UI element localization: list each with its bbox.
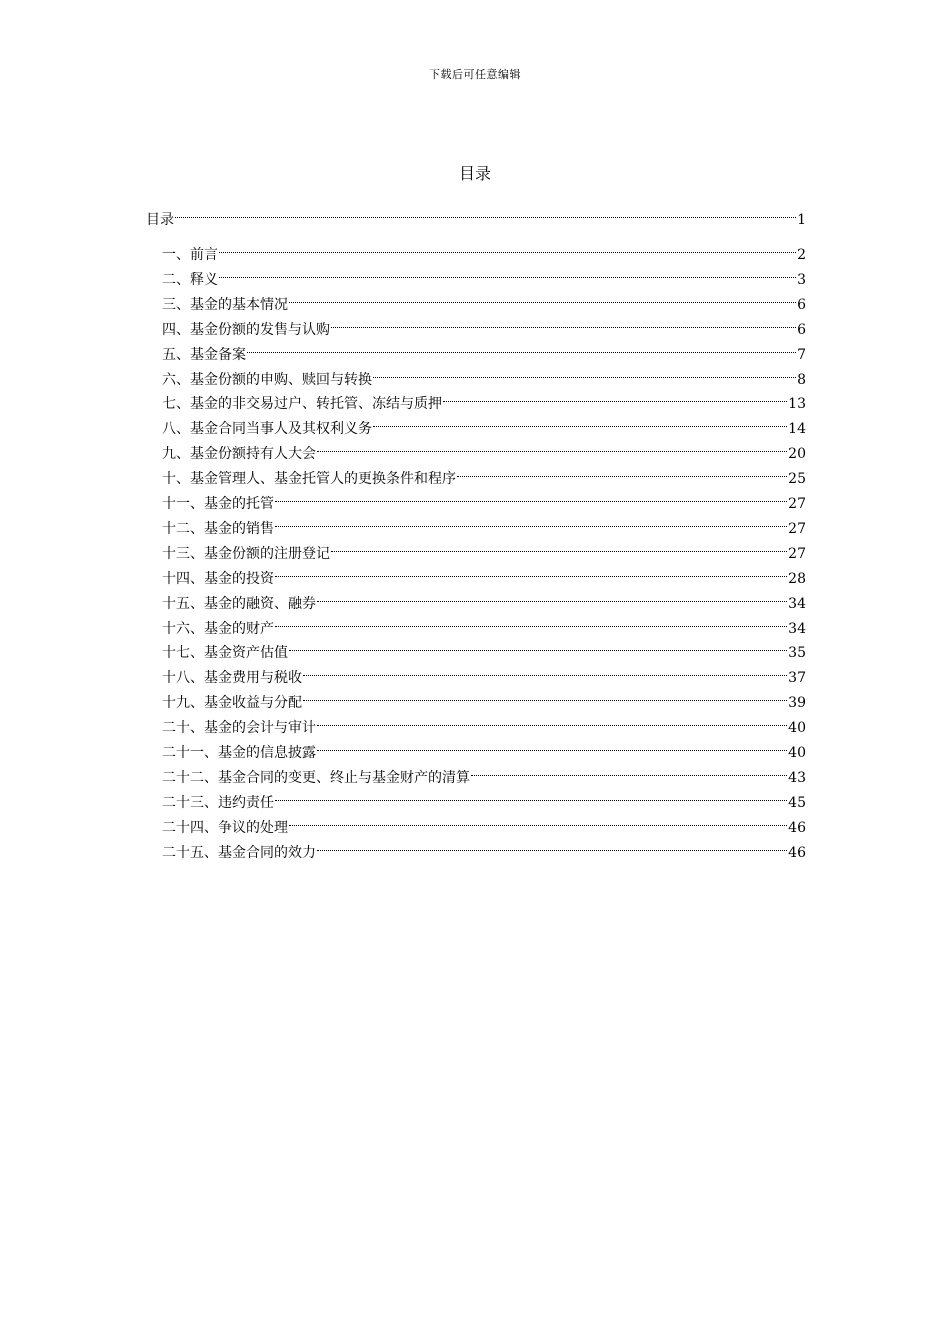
toc-dot-leader — [443, 386, 787, 408]
toc-entry-page: 45 — [788, 794, 806, 811]
toc-entry-page: 3 — [797, 271, 806, 288]
toc-entry[interactable] — [162, 486, 806, 512]
toc-entry-label: 八、基金合同当事人及其权利义务 — [162, 421, 372, 438]
header-note: 下载后可任意编辑 — [429, 68, 521, 81]
toc-dot-leader — [175, 202, 796, 224]
toc-entry[interactable] — [162, 411, 806, 438]
toc-entry-page: 7 — [797, 346, 806, 363]
toc-entry-label: 七、基金的非交易过户、转托管、冻结与质押 — [162, 396, 442, 413]
toc-entry-label: 十七、基金资产估值 — [162, 645, 288, 662]
toc-entry-label: 二、释义 — [162, 271, 218, 288]
toc-entry[interactable] — [162, 561, 806, 587]
toc-entry-label: 十二、基金的销售 — [162, 520, 274, 537]
toc-dot-leader — [219, 262, 796, 284]
toc-dot-leader — [317, 835, 787, 857]
toc-dot-leader — [457, 461, 787, 483]
toc-dot-leader — [317, 586, 787, 608]
toc-entry-page: 13 — [788, 396, 806, 413]
toc-entry-label: 十、基金管理人、基金托管人的更换条件和程序 — [162, 471, 456, 488]
toc-entry-page: 25 — [788, 471, 806, 488]
toc-dot-leader — [275, 785, 787, 807]
toc-entry-label: 十五、基金的融资、融券 — [162, 595, 316, 612]
toc-entry[interactable] — [162, 710, 806, 737]
toc-entry[interactable] — [162, 511, 806, 537]
toc-entry-label: 目录 — [146, 212, 174, 228]
toc-dot-leader — [289, 810, 787, 832]
toc-dot-leader — [275, 561, 787, 583]
toc-entry-label: 十三、基金份额的注册登记 — [162, 545, 330, 562]
toc-dot-leader — [303, 685, 787, 707]
toc-dot-leader — [317, 710, 787, 732]
toc-dot-leader — [303, 660, 787, 682]
toc-entry-label: 二十一、基金的信息披露 — [162, 745, 316, 761]
toc-entry[interactable] — [162, 362, 806, 388]
toc-entry-label: 四、基金份额的发售与认购 — [162, 321, 330, 338]
toc-entry-page: 28 — [788, 570, 806, 587]
toc-entry-page: 20 — [788, 446, 806, 463]
toc-dot-leader — [373, 362, 796, 384]
toc-entry[interactable] — [162, 461, 806, 488]
toc-entry-page: 39 — [788, 695, 806, 712]
toc-entry-page: 35 — [788, 645, 806, 662]
toc-entry-label: 二十二、基金合同的变更、终止与基金财产的清算 — [162, 769, 470, 786]
toc-entry-page: 8 — [797, 371, 806, 388]
toc-entry-label: 二十、基金的会计与审计 — [162, 720, 316, 737]
toc-entry-page: 37 — [788, 670, 806, 687]
toc-entry-label: 十八、基金费用与税收 — [162, 670, 302, 687]
toc-entry[interactable] — [162, 237, 806, 263]
toc-entry-label: 六、基金份额的申购、赎回与转换 — [162, 371, 372, 388]
toc-entry[interactable] — [162, 287, 806, 313]
toc-entry[interactable] — [162, 611, 806, 637]
toc-entry-label: 十六、基金的财产 — [162, 620, 274, 637]
toc-entry-page: 27 — [788, 545, 806, 562]
toc-entry[interactable] — [162, 635, 806, 662]
toc-entry[interactable] — [162, 337, 806, 363]
toc-entry-page: 46 — [788, 844, 806, 861]
toc-entry[interactable] — [162, 785, 806, 811]
toc-entry-page: 6 — [797, 321, 806, 338]
toc-entry-page: 34 — [788, 595, 806, 612]
toc-entry-page: 14 — [788, 421, 806, 438]
toc-entry[interactable] — [162, 312, 806, 338]
toc-dot-leader — [373, 411, 787, 433]
toc-entry[interactable] — [162, 386, 806, 413]
toc-entry[interactable] — [162, 835, 806, 861]
toc-entry-label: 十九、基金收益与分配 — [162, 695, 302, 712]
toc-entry-page: 46 — [788, 819, 806, 836]
toc-entry[interactable] — [162, 735, 806, 761]
toc-entry[interactable] — [162, 685, 806, 712]
toc-entry[interactable] — [162, 660, 806, 687]
toc-entry-label: 三、基金的基本情况 — [162, 296, 288, 313]
toc-entry[interactable] — [162, 262, 806, 288]
toc-dot-leader — [219, 237, 796, 259]
toc-entry-page: 1 — [797, 212, 806, 228]
toc-entry-page: 43 — [788, 769, 806, 786]
toc-dot-leader — [471, 760, 787, 782]
toc-entry-page: 2 — [797, 247, 806, 263]
toc-entry-label: 二十四、争议的处理 — [162, 819, 288, 836]
toc-entry-label: 二十三、违约责任 — [162, 794, 274, 811]
toc-entry-label: 十一、基金的托管 — [162, 496, 274, 512]
toc-entry-page: 34 — [788, 620, 806, 637]
toc-entry-page: 40 — [788, 720, 806, 737]
toc-title: 目录 — [458, 164, 491, 183]
toc-entry-label: 一、前言 — [162, 247, 218, 263]
toc-dot-leader — [317, 436, 787, 458]
toc-entry-label: 十四、基金的投资 — [162, 570, 274, 587]
toc-entry-label: 五、基金备案 — [162, 346, 246, 363]
toc-entry-label: 九、基金份额持有人大会 — [162, 446, 316, 463]
toc-dot-leader — [289, 287, 796, 309]
toc-entry[interactable] — [146, 202, 806, 228]
toc-dot-leader — [331, 536, 787, 558]
toc-dot-leader — [275, 486, 787, 508]
toc-dot-leader — [331, 312, 796, 334]
toc-entry-page: 6 — [797, 296, 806, 313]
toc-entry-page: 27 — [788, 496, 806, 512]
toc-dot-leader — [247, 337, 796, 359]
toc-entry[interactable] — [162, 760, 806, 786]
toc-entry-page: 40 — [788, 745, 806, 761]
toc-dot-leader — [289, 635, 787, 657]
toc-dot-leader — [317, 735, 787, 757]
toc-entry[interactable] — [162, 536, 806, 562]
toc-dot-leader — [275, 511, 787, 533]
toc-entry-label: 二十五、基金合同的效力 — [162, 844, 316, 861]
toc-entry-page: 27 — [788, 520, 806, 537]
toc-entry[interactable] — [162, 586, 806, 612]
toc-entry[interactable] — [162, 810, 806, 836]
toc-dot-leader — [275, 611, 787, 633]
toc-entry[interactable] — [162, 436, 806, 463]
